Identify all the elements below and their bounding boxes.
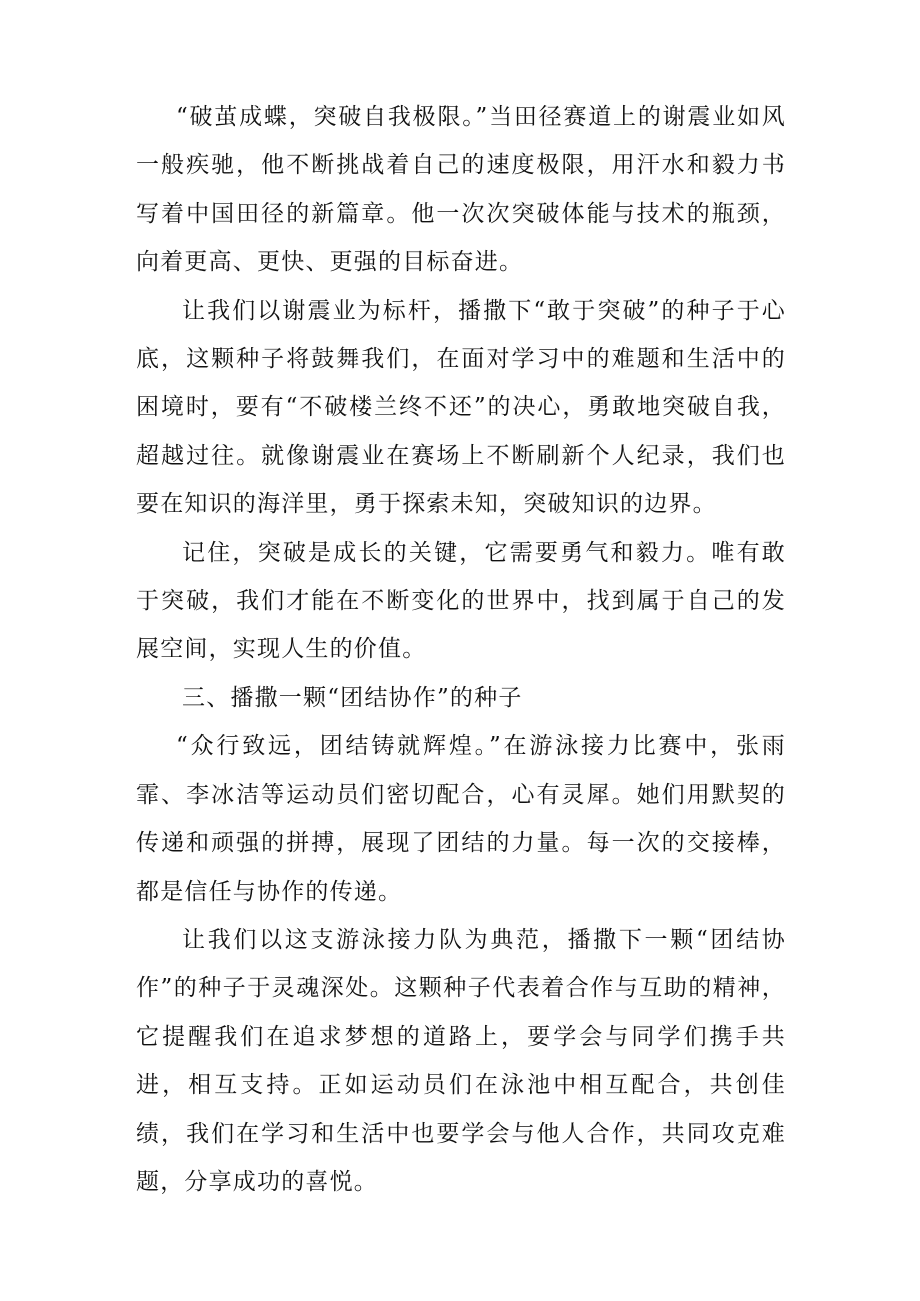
section-heading-teamwork: 三、播撒一颗“团结协作”的种子 xyxy=(182,684,523,711)
paragraph-breakthrough-conclusion: 记住，突破是成长的关键，它需要勇气和毅力。唯有敢于突破，我们才能在不断变化的世界中，找到属于自己的发展空间，实现人生的价值。 xyxy=(136,539,786,663)
document-body xyxy=(136,93,786,1206)
paragraph-teamwork-seed: 让我们以这支游泳接力队为典范，播撒下一颗“团结协作”的种子于灵魂深处。这颗种子代表着合作与互助的精神，它提醒我们在追求梦想的道路上，要学会与同学们携手共进，相互支持。正如运动员们在泳池中相互配合，共创佳绩，我们在学习和生活中也要学会与他人合作，共同攻克难题，分享成功的喜悦。 xyxy=(136,926,786,1195)
paragraph-breakthrough-seed: 让我们以谢震业为标杆，播撒下“敢于突破”的种子于心底，这颗种子将鼓舞我们，在面对学习中的难题和生活中的困境时，要有“不破楼兰终不还”的决心，勇敢地突破自我，超越过往。就像谢震业在赛场上不断刷新个人纪录，我们也要在知识的海洋里，勇于探索未知，突破知识的边界。 xyxy=(136,297,786,518)
paragraph-teamwork-intro: “众行致远，团结铸就辉煌。”在游泳接力比赛中，张雨霏、李冰洁等运动员们密切配合，心有灵犀。她们用默契的传递和顽强的拼搏，展现了团结的力量。每一次的交接棒，都是信任与协作的传递。 xyxy=(136,733,786,905)
paragraph-breakthrough-intro: “破茧成蝶，突破自我极限。”当田径赛道上的谢震业如风一般疾驰，他不断挑战着自己的速度极限，用汗水和毅力书写着中国田径的新篇章。他一次次突破体能与技术的瓶颈，向着更高、更快、更强的目标奋进。 xyxy=(136,104,786,276)
